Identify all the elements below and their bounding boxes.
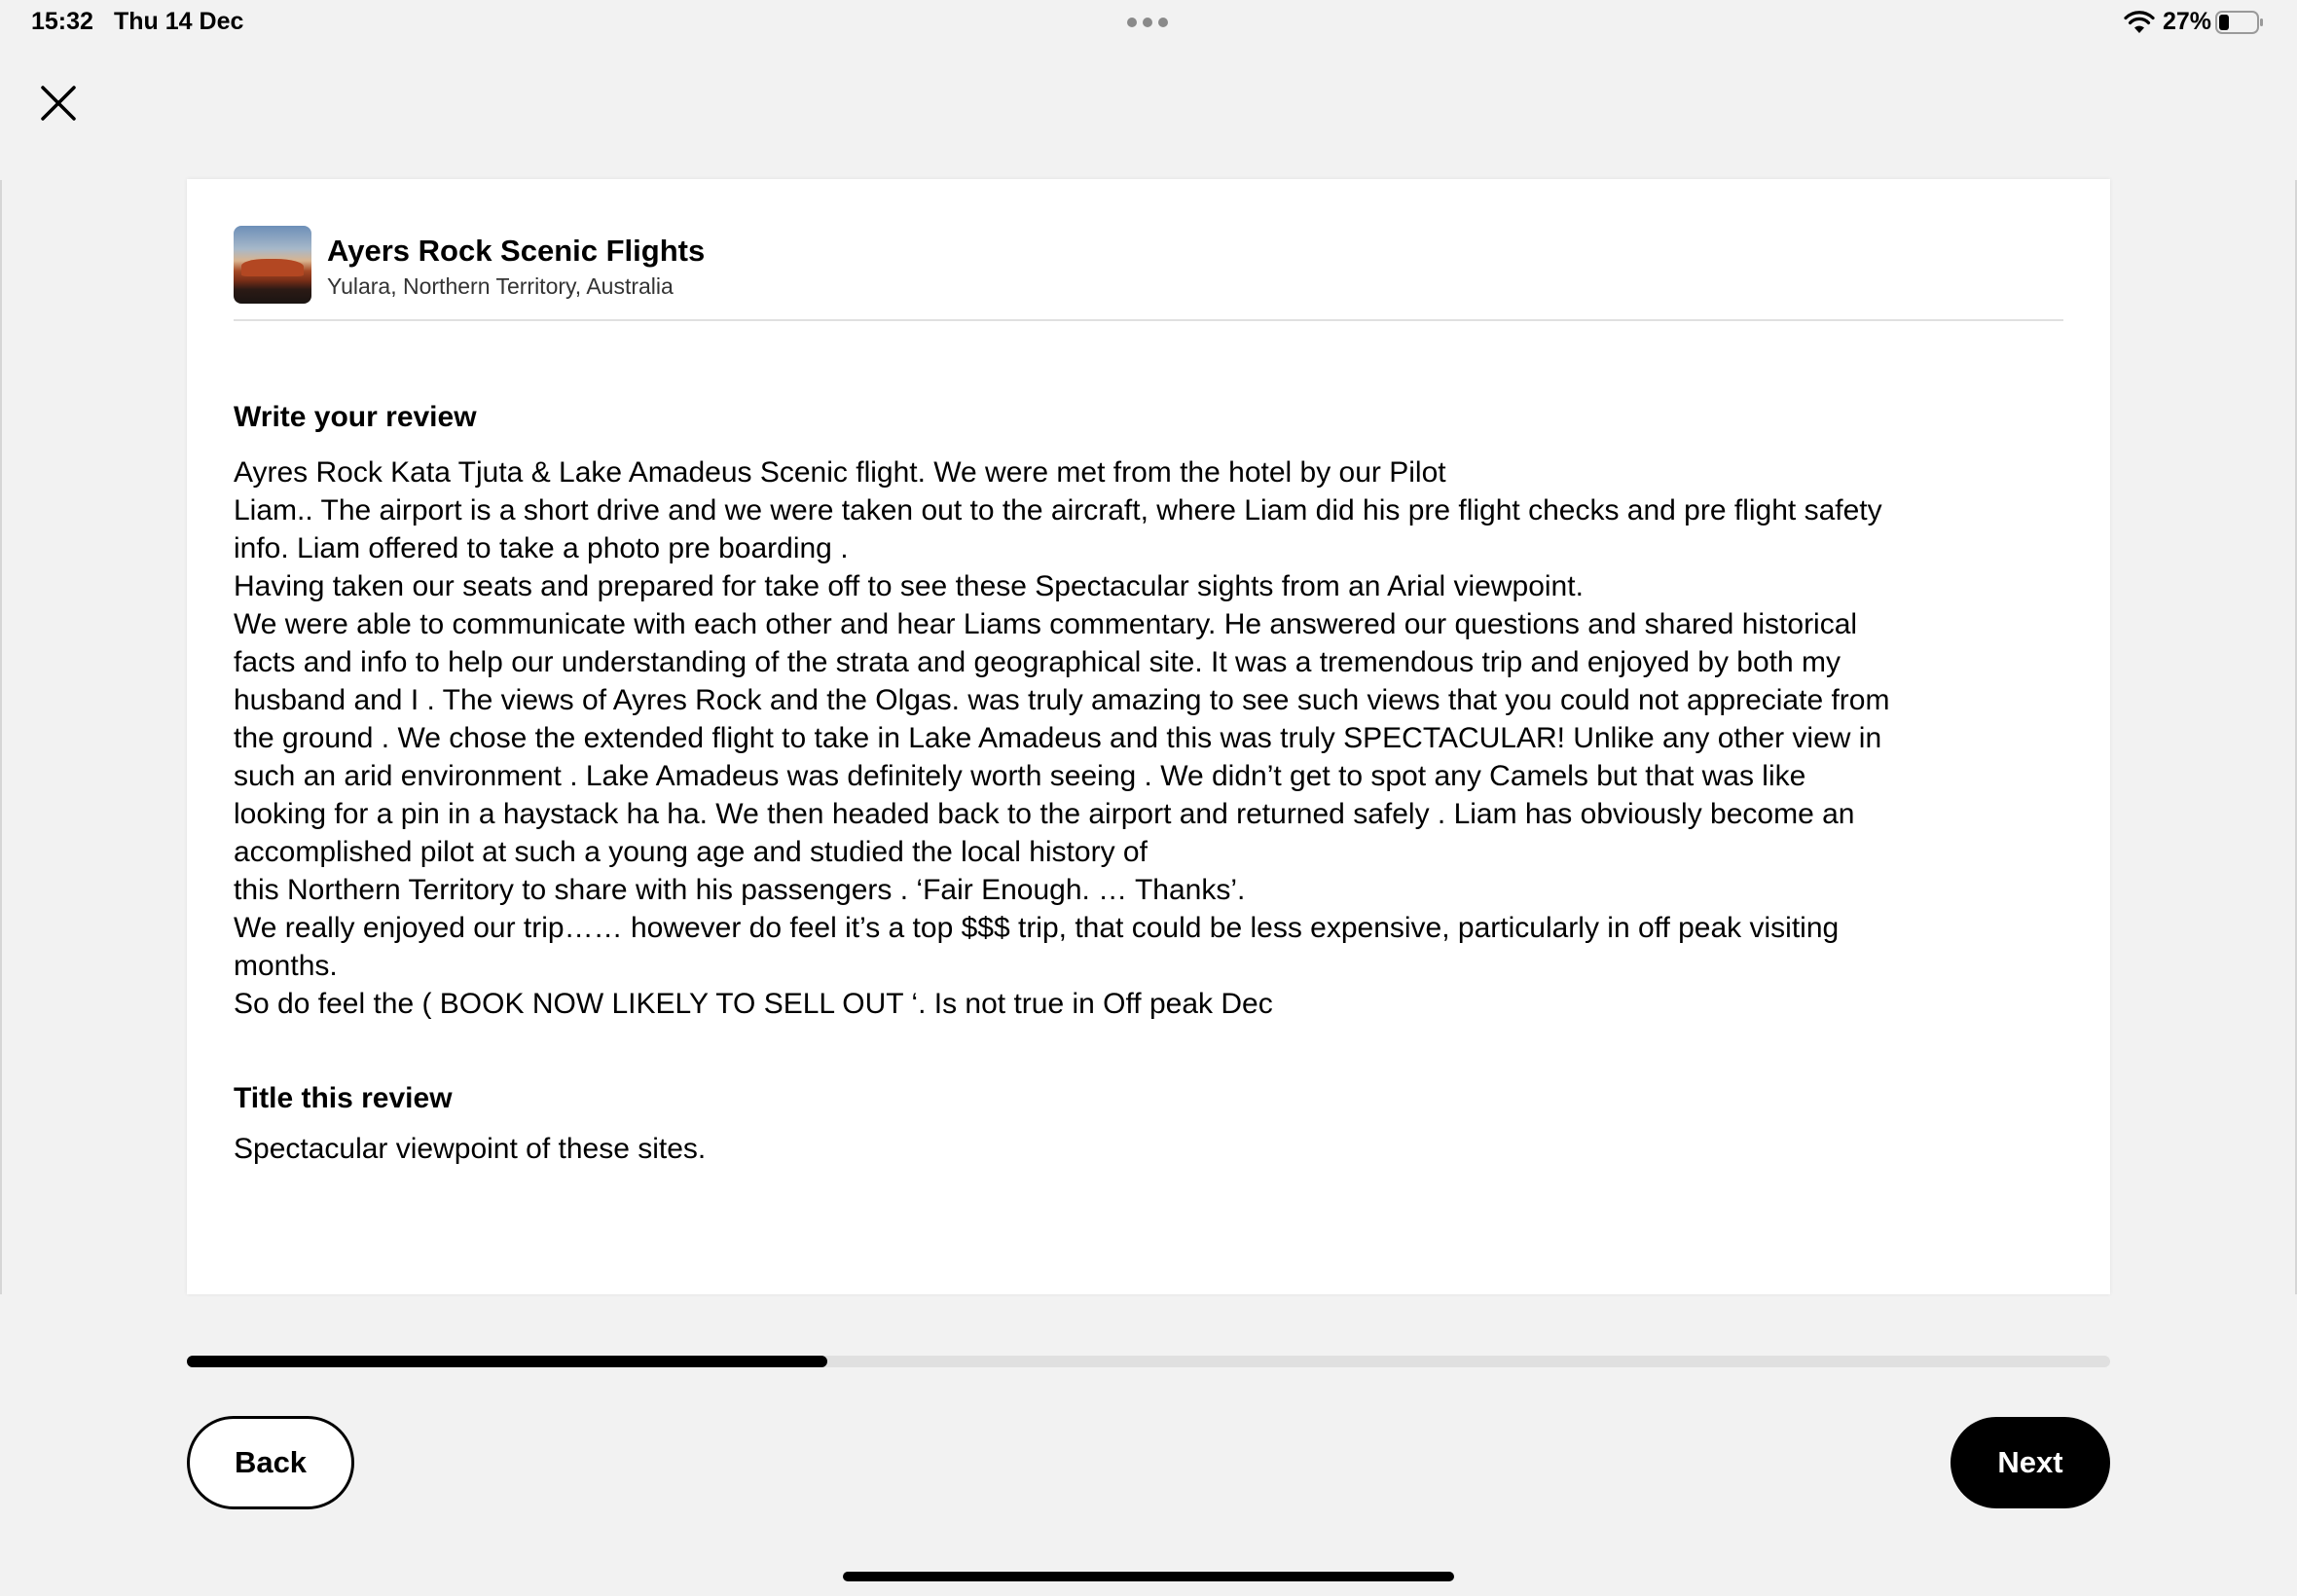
review-line: So do feel the ( BOOK NOW LIKELY TO SELL OUT ‘. Is not true in Off peak Dec (234, 988, 1273, 1020)
title-input[interactable]: Spectacular viewpoint of these sites. (234, 1133, 707, 1165)
review-line: Ayres Rock Kata Tjuta & Lake Amadeus Scenic flight. We were met from the hotel by our Pilot (234, 456, 1446, 489)
status-bar (0, 0, 2297, 47)
review-line: accomplished pilot at such a young age and studied the local history of (234, 836, 1148, 868)
listing-thumbnail (234, 226, 311, 304)
wifi-icon (2124, 10, 2155, 35)
back-button[interactable]: Back (187, 1416, 354, 1509)
background-sheet-edge (0, 180, 2, 1294)
review-line: the ground . We chose the extended flight to take in Lake Amadeus and this was truly SPECTACULAR! Unlike any other view in (234, 722, 1882, 754)
battery-icon (2215, 11, 2264, 34)
review-line: such an arid environment . Lake Amadeus was definitely worth seeing . We didn’t get to spot any Camels but that was like (234, 760, 1806, 792)
review-line: We were able to communicate with each other and hear Liams commentary. He answered our questions and shared historical (234, 608, 1858, 640)
review-line: Having taken our seats and prepared for take off to see these Spectacular sights from an Arial viewpoint. (234, 570, 1584, 602)
review-card (187, 179, 2110, 1294)
review-line: Liam.. The airport is a short drive and we were taken out to the aircraft, where Liam did his pre flight checks and pre flight safety (234, 494, 1882, 526)
review-text-area[interactable] (234, 453, 2063, 1020)
review-line: husband and I . The views of Ayres Rock and the Olgas. was truly amazing to see such views that you could not appreciate from (234, 684, 1890, 716)
title-label: Title this review (234, 1082, 453, 1114)
review-line: looking for a pin in a haystack ha ha. We then headed back to the airport and returned safely . Liam has obviously become an (234, 798, 1855, 830)
review-line: months. (234, 950, 338, 982)
progress-fill (187, 1356, 827, 1367)
progress-bar (187, 1356, 2110, 1367)
close-icon[interactable] (37, 82, 80, 125)
review-line: info. Liam offered to take a photo pre boarding . (234, 532, 849, 564)
next-button[interactable]: Next (1951, 1417, 2110, 1508)
review-line: this Northern Territory to share with his passengers . ‘Fair Enough. … Thanks’. (234, 874, 1246, 906)
review-label: Write your review (234, 401, 477, 433)
review-line: facts and info to help our understanding of the strata and geographical site. It was a tremendous trip and enjoyed by both my (234, 646, 1841, 678)
battery-percentage: 27% (2163, 8, 2212, 35)
home-indicator[interactable] (843, 1572, 1454, 1581)
multitasking-icon[interactable] (1127, 18, 1168, 27)
review-line: We really enjoyed our trip…… however do feel it’s a top $$$ trip, that could be less expensive, particularly in off peak visiting (234, 912, 1840, 944)
status-time: 15:32 (31, 8, 93, 35)
listing-name: Ayers Rock Scenic Flights (327, 234, 706, 268)
listing-header (234, 226, 2063, 321)
status-date: Thu 14 Dec (114, 8, 244, 35)
listing-location: Yulara, Northern Territory, Australia (327, 273, 674, 299)
